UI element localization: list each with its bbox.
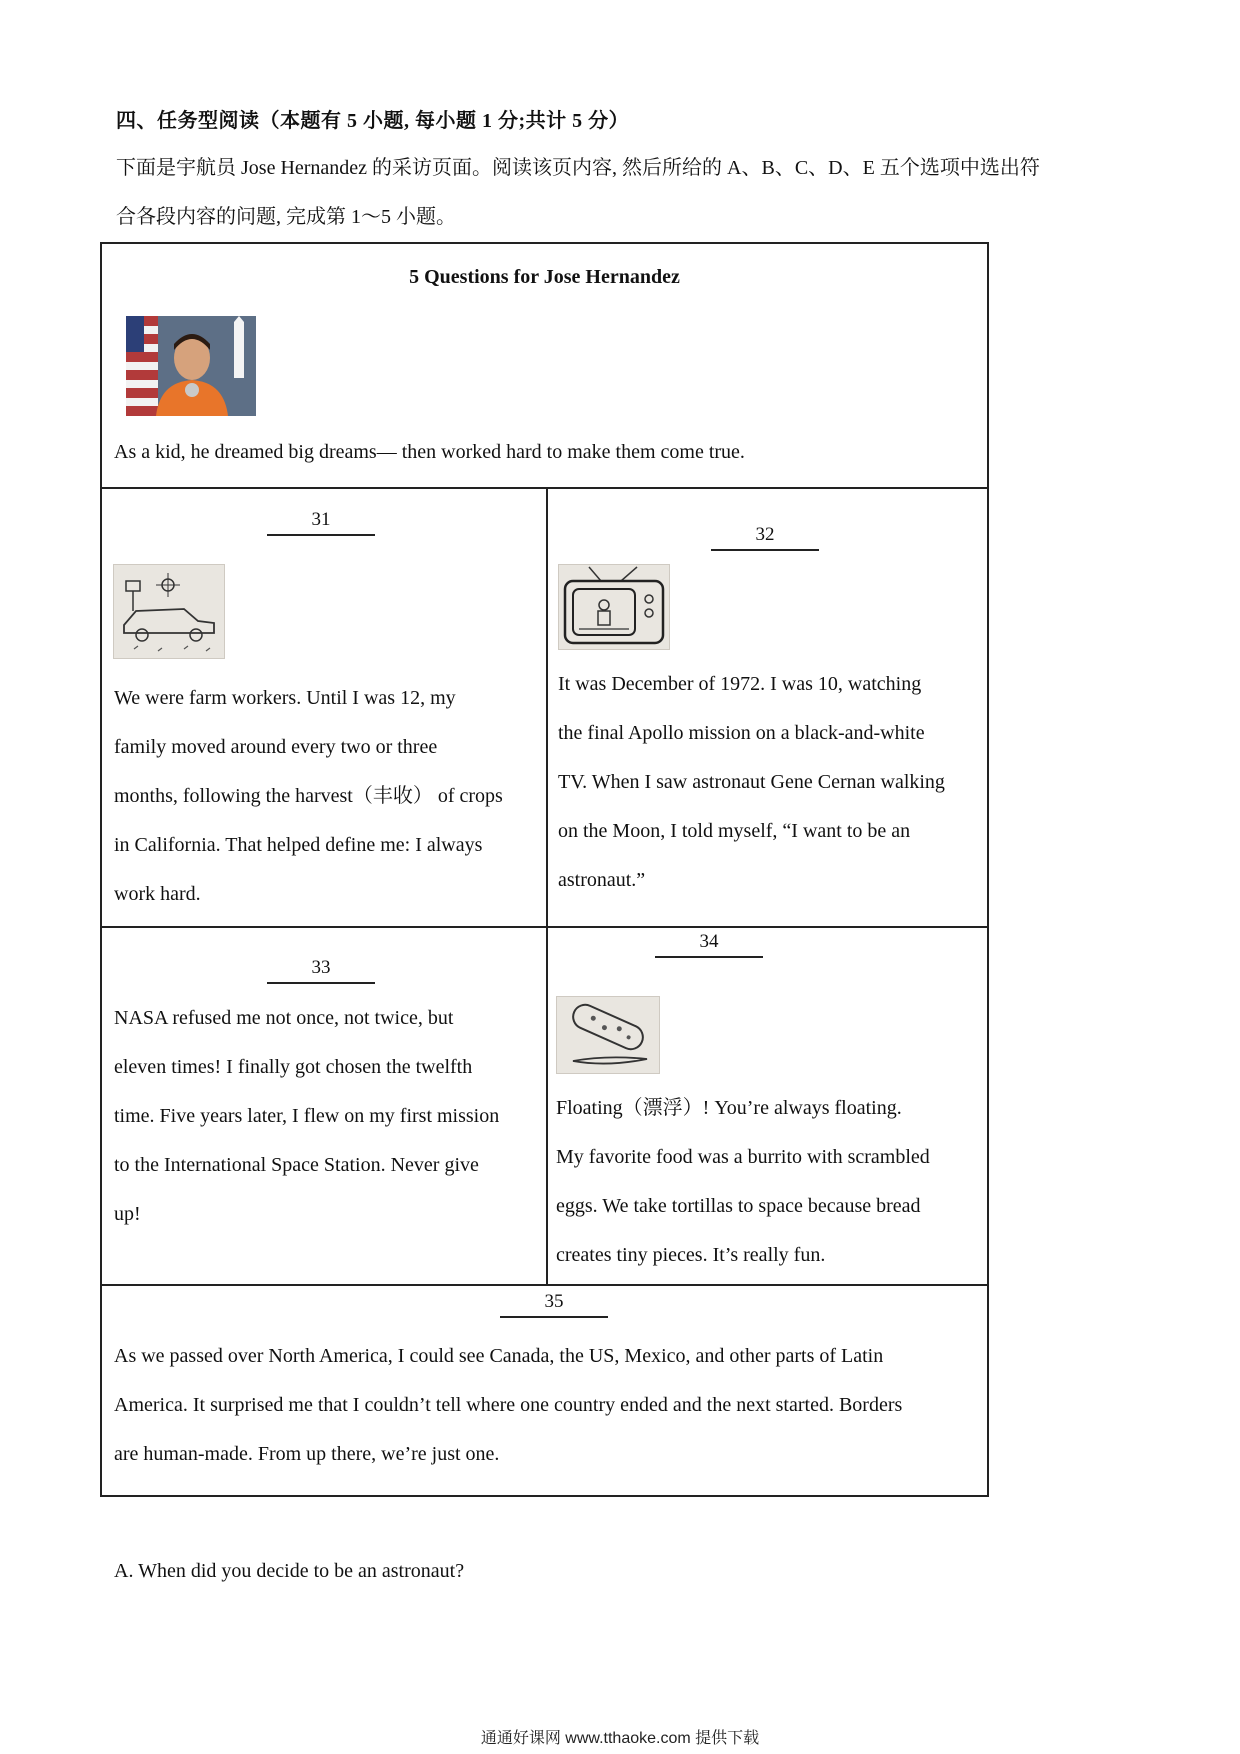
answer-blank-34[interactable]: 34: [655, 930, 763, 958]
column-divider: [546, 487, 548, 1284]
interview-title: 5 Questions for Jose Hernandez: [409, 266, 680, 288]
answer-text-31: We were farm workers. Until I was 12, my family moved around every two or three months, following the harvest（丰收） of crops in California. That helped define me: I always work hard.: [114, 687, 503, 905]
row-divider: [102, 487, 987, 489]
answer-text-32: It was December of 1972. I was 10, watching the final Apollo mission on a black-and-white TV. When I saw astronaut Gene Cernan walking on the Moon, I told myself, “I want to be an astronaut.”: [558, 673, 945, 891]
page-footer: 通通好课网 www.tthaoke.com 提供下载: [480, 1730, 760, 1747]
car-sketch-icon: [113, 564, 225, 659]
answer-text-34: Floating（漂浮）! You’re always floating. My favorite food was a burrito with scrambled eggs. We take tortillas to space because bread creates tiny pieces. It’s really fun.: [556, 1097, 930, 1266]
answer-blank-33[interactable]: 33: [267, 956, 375, 984]
section-title: 四、任务型阅读（本题有 5 小题, 每小题 1 分;共计 5 分）: [116, 110, 630, 132]
option-a: A. When did you decide to be an astronaut?: [114, 1560, 465, 1582]
interview-caption: As a kid, he dreamed big dreams— then worked hard to make them come true.: [114, 441, 745, 463]
answer-text-35: As we passed over North America, I could see Canada, the US, Mexico, and other parts of Latin America. It surprised me that I couldn’t tell where one country ended and the next started. Borders are human-made. From up there, we’re just one.: [114, 1345, 903, 1465]
interview-table: [100, 242, 989, 1497]
astronaut-portrait-photo: [126, 316, 256, 416]
instructions-line-1: 下面是宇航员 Jose Hernandez 的采访页面。阅读该页内容, 然后所给的 A、B、C、D、E 五个选项中选出符: [116, 157, 1040, 179]
burrito-sketch-icon: [556, 996, 660, 1074]
answer-text-33: NASA refused me not once, not twice, but eleven times! I finally got chosen the twelfth time. Five years later, I flew on my first mission to the International Space Station. Never give up!: [114, 1007, 500, 1225]
row-divider: [102, 926, 987, 928]
instructions-line-2: 合各段内容的问题, 完成第 1～5 小题。: [116, 206, 456, 228]
answer-blank-32[interactable]: 32: [711, 523, 819, 551]
row-divider: [102, 1284, 987, 1286]
tv-sketch-icon: [558, 564, 670, 650]
answer-blank-35[interactable]: 35: [500, 1290, 608, 1318]
answer-blank-31[interactable]: 31: [267, 508, 375, 536]
